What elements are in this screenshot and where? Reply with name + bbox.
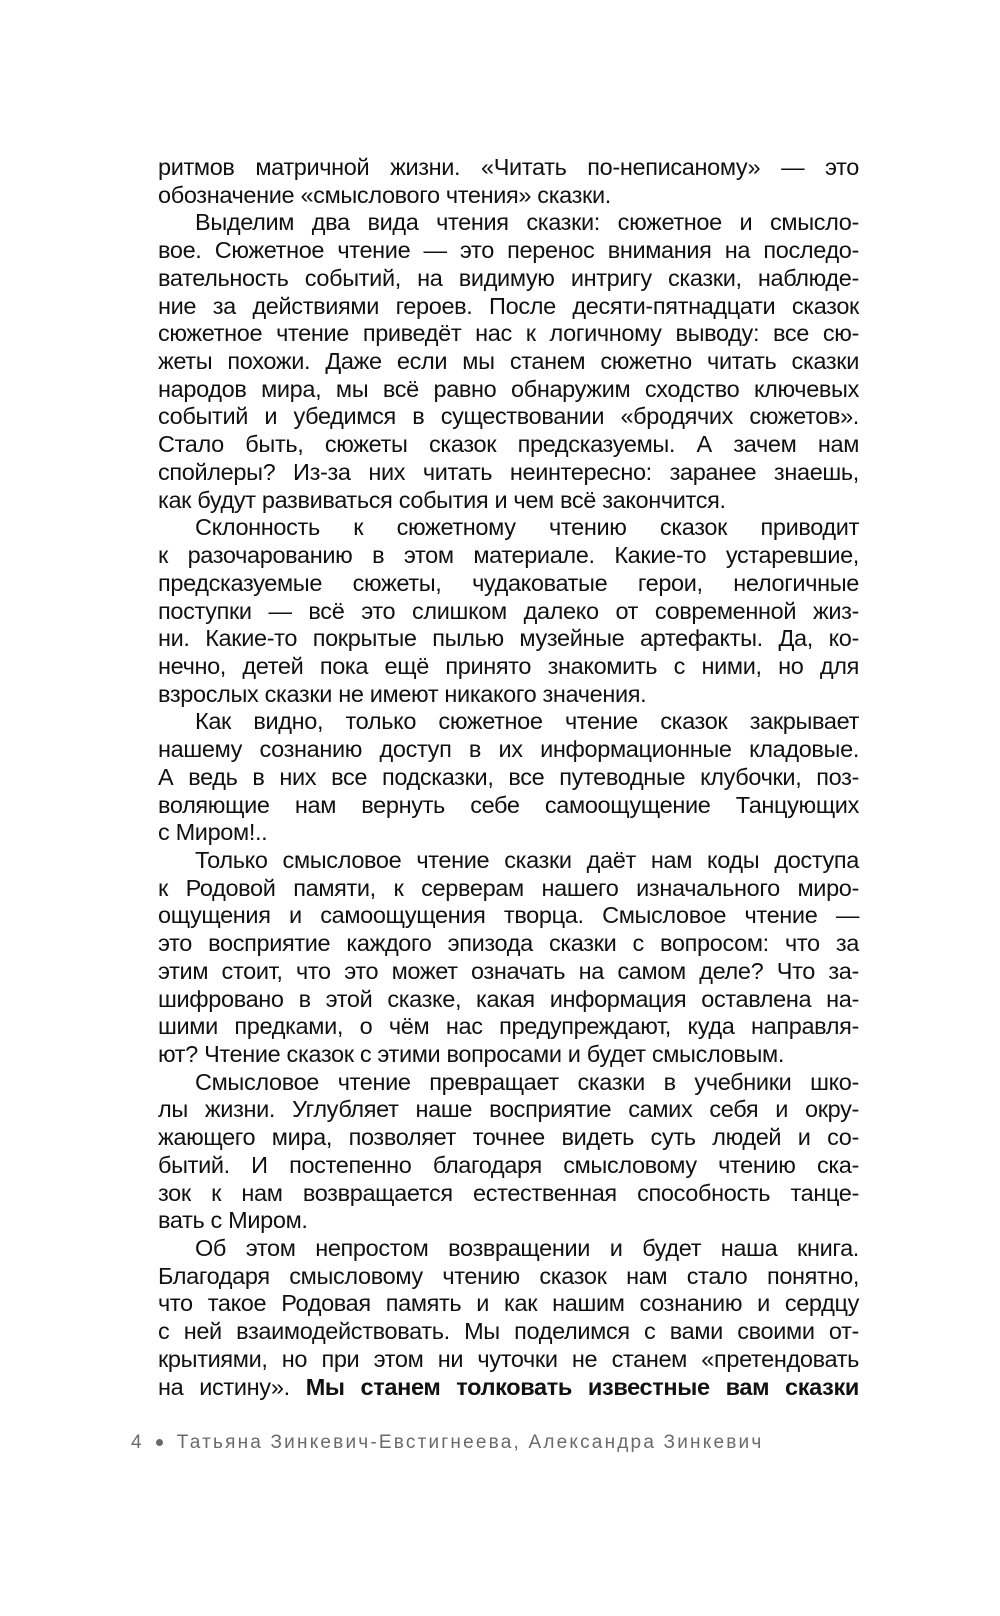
text-line: взрослых сказки не имеют никакого значения. xyxy=(158,680,647,707)
text-line: вательность событий, на видимую интригу сказки, наблюде- xyxy=(158,264,859,291)
text-line: спойлеры? Из-за них читать неинтересно: заранее знаешь, xyxy=(158,458,859,485)
text-line: лы жизни. Углубляет наше восприятие самих себя и окру- xyxy=(158,1096,859,1123)
text-line: Выделим два вида чтения сказки: сюжетное и смысло- xyxy=(195,209,859,236)
text-line: вать с Миром. xyxy=(158,1207,308,1234)
text-line: сюжетное чтение приведёт нас к логичному выводу: все сю- xyxy=(158,320,859,347)
text-line: с Миром!.. xyxy=(158,819,268,846)
text-line: обозначение «смыслового чтения» сказки. xyxy=(158,181,611,208)
text-line-last xyxy=(158,1374,859,1402)
paragraph xyxy=(158,209,859,514)
text-line: Смысловое чтение превращает сказки в учебники шко- xyxy=(195,1068,859,1095)
text-line: нечно, детей пока ещё принято знакомить с ними, но для xyxy=(158,652,859,679)
text-line: ние за действиями героев. После десяти-пятнадцати сказок xyxy=(158,292,859,319)
text-line: Как видно, только сюжетное чтение сказок закрывает xyxy=(195,708,859,735)
text-line: этим стоит, что это может означать на самом деле? Что за- xyxy=(158,957,859,984)
paragraph xyxy=(158,1069,859,1235)
paragraph xyxy=(158,708,859,847)
text-line: ни. Какие-то покрытые пылью музейные артефакты. Да, ко- xyxy=(158,625,859,652)
text-line: Благодаря смысловому чтению сказок нам стало понятно, xyxy=(158,1262,859,1289)
text-line: это восприятие каждого эпизода сказки с вопросом: что за xyxy=(158,930,859,957)
footer-authors: Татьяна Зинкевич-Евстигнеева, Александра Зинкевич xyxy=(176,1432,764,1453)
text-line: событий и убедимся в существовании «бродячих сюжетов». xyxy=(158,403,859,430)
text-line: предсказуемые сюжеты, чудаковатые герои, нелогичные xyxy=(158,569,859,596)
text-line: Стало быть, сюжеты сказок предсказуемы. А зачем нам xyxy=(158,431,859,458)
text-line: к разочарованию в этом материале. Какие-то устаревшие, xyxy=(158,542,859,569)
text-line: поступки — всё это слишком далеко от современной жиз- xyxy=(158,597,859,624)
text-line: жеты похожи. Даже если мы станем сюжетно читать сказки xyxy=(158,348,859,375)
text-line: что такое Родовая память и как нашим сознанию и сердцу xyxy=(158,1290,859,1317)
text-line: ют? Чтение сказок с этими вопросами и будет смысловым. xyxy=(158,1041,785,1067)
text-line: бытий. И постепенно благодаря смысловому чтению ска- xyxy=(158,1151,859,1178)
paragraph xyxy=(158,154,859,209)
text-line: Об этом непростом возвращении и будет наша книга. xyxy=(195,1235,859,1262)
text-line: вое. Сюжетное чтение — это перенос внимания на последо- xyxy=(158,237,859,264)
text-line: нашему сознанию доступ в их информационные кладовые. xyxy=(158,736,859,763)
text-line: как будут развиваться события и чем всё закончится. xyxy=(158,486,726,513)
page-footer xyxy=(131,1432,763,1454)
text-line: Только смысловое чтение сказки даёт нам коды доступа xyxy=(195,846,859,873)
paragraph xyxy=(158,514,859,708)
text-normal: на истину». xyxy=(158,1373,306,1400)
text-line: крытиями, но при этом ни чуточки не станем «претендовать xyxy=(158,1345,859,1372)
paragraph xyxy=(158,847,859,1069)
text-line: Склонность к сюжетному чтению сказок приводит xyxy=(195,514,859,541)
text-line: зок к нам возвращается естественная способность танце- xyxy=(158,1179,859,1206)
body-text xyxy=(158,154,859,1401)
text-line: жающего мира, позволяет точнее видеть суть людей и со- xyxy=(158,1124,859,1151)
paragraph xyxy=(158,1235,859,1401)
page-number: 4 xyxy=(131,1432,144,1453)
text-line: А ведь в них все подсказки, все путеводные клубочки, поз- xyxy=(158,763,859,790)
text-line: шифровано в этой сказке, какая информация оставлена на- xyxy=(158,985,859,1012)
text-bold: Мы станем толковать известные вам сказки xyxy=(305,1373,859,1400)
text-line: народов мира, мы всё равно обнаружим сходство ключевых xyxy=(158,375,859,402)
text-line: ритмов матричной жизни. «Читать по-неписаному» — это xyxy=(158,154,859,180)
text-line: с ней взаимодействовать. Мы поделимся с вами своими от- xyxy=(158,1318,859,1345)
text-line: шими предками, о чём нас предупреждают, куда направля- xyxy=(158,1013,859,1040)
text-line: к Родовой памяти, к серверам нашего изначального миро- xyxy=(158,874,859,901)
text-line: ощущения и самоощущения творца. Смысловое чтение — xyxy=(158,902,859,929)
text-line: воляющие нам вернуть себе самоощущение Танцующих xyxy=(158,791,859,818)
bullet-icon xyxy=(156,1439,163,1446)
